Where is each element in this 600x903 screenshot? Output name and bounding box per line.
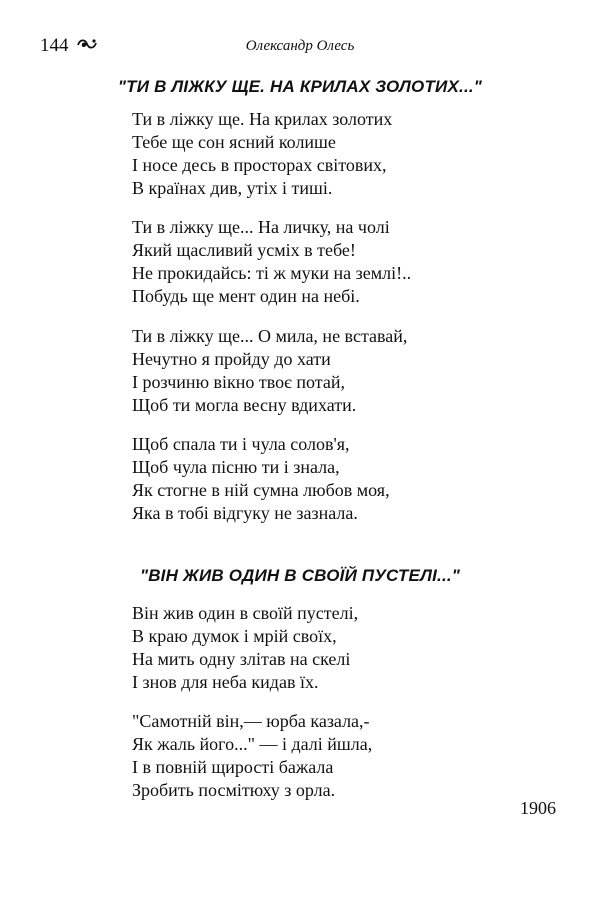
poem-line: На мить одну злітав на скелі (132, 649, 351, 669)
poem-line: Ти в ліжку ще. На крилах золотих (132, 109, 393, 129)
poem-line: І носе десь в просторах світових, (132, 155, 387, 175)
poem-line: Яка в тобі відгуку не зазнала. (132, 503, 358, 523)
poem-line: Щоб ти могла весну вдихати. (132, 395, 357, 415)
poem-line: Зробить посмітюху з орла. (132, 780, 336, 800)
poem-title: "ВІН ЖИВ ОДИН В СВОЇЙ ПУСТЕЛІ..." (139, 566, 461, 585)
poem-date: 1906 (520, 798, 556, 818)
poem-line: Ти в ліжку ще... О мила, не вставай, (132, 326, 408, 346)
stanza (132, 433, 562, 525)
poem-line: В країнах див, утіх і тиші. (132, 178, 333, 198)
stanza (132, 108, 562, 200)
page-number: 144 (40, 35, 69, 56)
stanza (132, 602, 562, 694)
page-header (0, 34, 600, 60)
poem-line: Тебе ще сон ясний колише (132, 132, 336, 152)
poem-line: Побудь ще мент один на небі. (132, 286, 360, 306)
poem-line: Як жаль його..." — і далі йшла, (132, 734, 373, 754)
poem-title: "ТИ В ЛІЖКУ ЩЕ. НА КРИЛАХ ЗОЛОТИХ..." (117, 77, 483, 96)
poem-line: Він жив один в своїй пустелі, (132, 603, 359, 623)
poem-line: Нечутно я пройду до хати (132, 349, 331, 369)
stanza (132, 710, 562, 802)
stanza (132, 325, 562, 417)
poem-line: Як стогне в ній сумна любов моя, (132, 480, 390, 500)
poem-line: І розчиню вікно твоє потай, (132, 372, 345, 392)
poem-line: Щоб спала ти і чула солов'я, (132, 434, 350, 454)
poem-line: Щоб чула пісню ти і знала, (132, 457, 340, 477)
running-head-author: Олександр Олесь (245, 38, 355, 54)
poem-line: "Самотній він,— юрба казала,- (132, 711, 370, 731)
poem-line: Ти в ліжку ще... На личку, на чолі (132, 217, 390, 237)
poem-line: І знов для неба кидав їх. (132, 672, 319, 692)
stanza (132, 216, 562, 308)
poem-line: Який щасливий усміх в тебе! (132, 240, 356, 260)
poem-line: В краю думок і мрій своїх, (132, 626, 337, 646)
poem-line: І в повній щирості бажала (132, 757, 334, 777)
poem-line: Не прокидайсь: ті ж муки на землі!.. (132, 263, 412, 283)
